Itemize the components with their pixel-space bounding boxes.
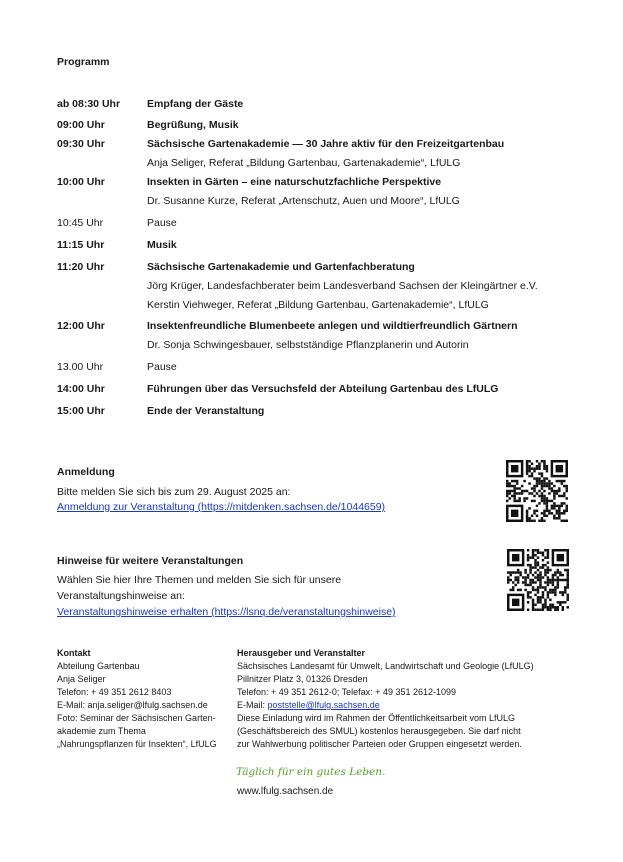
herausgeber-line-7: zur Wahlwerbung politischer Parteien oder Gruppen eingesetzt werden. bbox=[237, 739, 522, 749]
anmeldung-qr-code[interactable] bbox=[506, 460, 568, 522]
program-title: Ende der Veranstaltung bbox=[147, 405, 265, 417]
herausgeber-line-2: Pillnitzer Platz 3, 01326 Dresden bbox=[237, 674, 368, 684]
herausgeber-email-line bbox=[237, 699, 534, 712]
kontakt-line: E-Mail: anja.seliger@lfulg.sachsen.de bbox=[57, 700, 208, 710]
kontakt-line: akademie zum Thema bbox=[57, 726, 146, 736]
program-time: 10:45 Uhr bbox=[57, 217, 104, 229]
program-entry bbox=[147, 260, 587, 312]
program-entry bbox=[147, 360, 587, 374]
program-time: 11:20 Uhr bbox=[57, 261, 105, 273]
anmeldung-heading: Anmeldung bbox=[57, 466, 115, 478]
program-time: 15:00 Uhr bbox=[57, 405, 105, 417]
program-title: Insektenfreundliche Blumenbeete anlegen und wildtierfreundlich Gärtnern bbox=[147, 320, 518, 332]
program-entry bbox=[147, 382, 587, 396]
program-time: 12:00 Uhr bbox=[57, 320, 105, 332]
program-entry bbox=[147, 137, 587, 170]
program-title: Pause bbox=[147, 361, 177, 373]
program-time: 09:30 Uhr bbox=[57, 138, 105, 150]
herausgeber-email-link[interactable]: poststelle@lfulg.sachsen.de bbox=[267, 700, 380, 710]
herausgeber-line-6: (Geschäftsbereich des SMUL) kostenlos herausgegeben. Sie darf nicht bbox=[237, 726, 521, 736]
kontakt-line: Telefon: + 49 351 2612 8403 bbox=[57, 687, 172, 697]
program-entry bbox=[147, 97, 587, 111]
anmeldung-text: Bitte melden Sie sich bis zum 29. August 2025 an: bbox=[57, 486, 291, 498]
program-time: ab 08:30 Uhr bbox=[57, 98, 121, 110]
hinweise-line-1: Wählen Sie hier Ihre Themen und melden Sie sich für unsere bbox=[57, 574, 342, 586]
herausgeber-line-3: Telefon: + 49 351 2612-0; Telefax: + 49 351 2612-1099 bbox=[237, 687, 457, 697]
programm-heading: Programm bbox=[57, 56, 110, 68]
program-title: Empfang der Gäste bbox=[147, 98, 244, 110]
anmeldung-link[interactable]: Anmeldung zur Veranstaltung (https://mitdenken.sachsen.de/1044659) bbox=[57, 501, 386, 513]
program-title: Sächsische Gartenakademie — 30 Jahre aktiv für den Freizeitgartenbau bbox=[147, 138, 505, 150]
program-time: 11:15 Uhr bbox=[57, 239, 105, 251]
hinweise-qr-code[interactable] bbox=[507, 549, 569, 611]
program-title: Insekten in Gärten – eine naturschutzfachliche Perspektive bbox=[147, 176, 442, 188]
program-entry bbox=[147, 238, 587, 252]
program-time: 09:00 Uhr bbox=[57, 119, 105, 131]
kontakt-line: Abteilung Gartenbau bbox=[57, 661, 140, 671]
kontakt-line: Anja Seliger bbox=[57, 674, 106, 684]
website-url[interactable]: www.lfulg.sachsen.de bbox=[237, 786, 334, 797]
herausgeber-block bbox=[237, 647, 534, 751]
herausgeber-line-5: Diese Einladung wird im Rahmen der Öffentlichkeitsarbeit vom LfULG bbox=[237, 713, 515, 723]
program-time: 14:00 Uhr bbox=[57, 383, 105, 395]
program-entry bbox=[147, 319, 587, 352]
slogan: Täglich für ein gutes Leben. bbox=[236, 766, 386, 778]
program-time: 10:00 Uhr bbox=[57, 176, 105, 188]
program-speaker: Kerstin Viehweger, Referat „Bildung Gartenbau, Gartenakademie“, LfULG bbox=[147, 299, 489, 311]
program-entry bbox=[147, 118, 587, 132]
hinweise-line-2: Veranstaltungshinweise an: bbox=[57, 590, 185, 602]
kontakt-heading: Kontakt bbox=[57, 648, 91, 658]
hinweise-link[interactable]: Veranstaltungshinweise erhalten (https://lsnq.de/veranstaltungshinweise) bbox=[57, 606, 396, 618]
program-speaker: Dr. Sonja Schwingesbauer, selbstständige Pflanzplanerin und Autorin bbox=[147, 339, 469, 351]
program-title: Begrüßung, Musik bbox=[147, 119, 239, 131]
program-speaker: Anja Seliger, Referat „Bildung Gartenbau, Gartenakademie“, LfULG bbox=[147, 157, 461, 169]
herausgeber-email-prefix: E-Mail: bbox=[237, 700, 268, 710]
program-time: 13.00 Uhr bbox=[57, 361, 104, 373]
herausgeber-line-1: Sächsisches Landesamt für Umwelt, Landwirtschaft und Geologie (LfULG) bbox=[237, 661, 534, 671]
program-entry bbox=[147, 175, 587, 208]
program-entry bbox=[147, 216, 587, 230]
kontakt-block bbox=[57, 647, 217, 751]
program-title: Sächsische Gartenakademie und Gartenfachberatung bbox=[147, 261, 415, 273]
kontakt-line: „Nahrungspflanzen für Insekten“, LfULG bbox=[57, 739, 217, 749]
program-entry bbox=[147, 404, 587, 418]
program-title: Musik bbox=[147, 239, 177, 251]
program-speaker: Dr. Susanne Kurze, Referat „Artenschutz, Auen und Moore“, LfULG bbox=[147, 195, 460, 207]
program-speaker: Jörg Krüger, Landesfachberater beim Landesverband Sachsen der Kleingärtner e.V. bbox=[147, 280, 538, 292]
program-title: Führungen über das Versuchsfeld der Abteilung Gartenbau des LfULG bbox=[147, 383, 499, 395]
herausgeber-heading: Herausgeber und Veranstalter bbox=[237, 648, 366, 658]
kontakt-line: Foto: Seminar der Sächsischen Garten- bbox=[57, 713, 216, 723]
hinweise-heading: Hinweise für weitere Veranstaltungen bbox=[57, 555, 244, 567]
program-title: Pause bbox=[147, 217, 177, 229]
